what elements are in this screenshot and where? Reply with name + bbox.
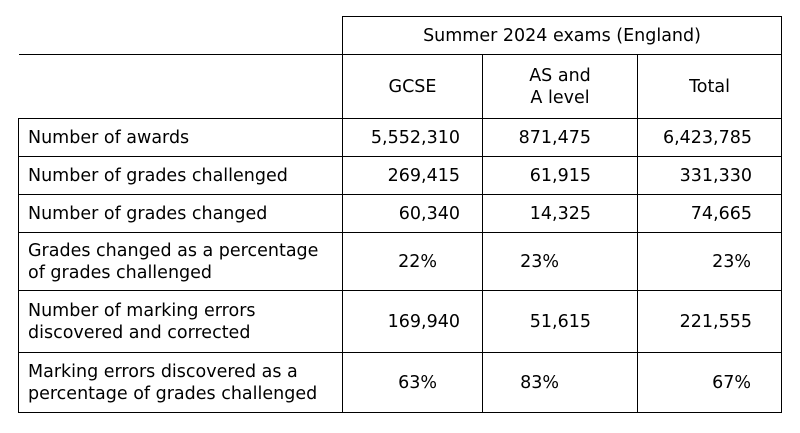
cell-gcse: 22%	[343, 233, 483, 291]
table-row	[19, 157, 782, 195]
table-row	[19, 195, 782, 233]
cell-total: 67%	[638, 353, 782, 413]
cell-total: 331,330	[638, 157, 782, 195]
cell-gcse: 60,340	[343, 195, 483, 233]
cell-gcse: 269,415	[343, 157, 483, 195]
column-header-gcse: GCSE	[343, 55, 483, 119]
cell-gcse: 5,552,310	[343, 119, 483, 157]
cell-as-a-level: 61,915	[483, 157, 638, 195]
corner-cell-lower	[19, 55, 343, 119]
cell-gcse: 63%	[343, 353, 483, 413]
cell-total: 23%	[638, 233, 782, 291]
row-label: Number of grades challenged	[19, 157, 343, 195]
row-label: Number of awards	[19, 119, 343, 157]
column-header-row	[19, 55, 782, 119]
row-label: Number of grades changed	[19, 195, 343, 233]
group-header: Summer 2024 exams (England)	[343, 17, 782, 55]
cell-as-a-level: 23%	[483, 233, 638, 291]
corner-cell	[19, 17, 343, 55]
column-header-total: Total	[638, 55, 782, 119]
cell-total: 6,423,785	[638, 119, 782, 157]
cell-gcse: 169,940	[343, 291, 483, 353]
cell-total: 221,555	[638, 291, 782, 353]
cell-as-a-level: 871,475	[483, 119, 638, 157]
cell-as-a-level: 14,325	[483, 195, 638, 233]
row-label: Number of marking errors discovered and corrected	[19, 291, 343, 353]
exam-stats-table	[18, 16, 782, 413]
column-header-as-a-level: AS and A level	[483, 55, 638, 119]
row-label: Grades changed as a percentage of grades challenged	[19, 233, 343, 291]
row-label: Marking errors discovered as a percentage of grades challenged	[19, 353, 343, 413]
cell-total: 74,665	[638, 195, 782, 233]
table-row	[19, 353, 782, 413]
group-header-row	[19, 17, 782, 55]
table-row	[19, 233, 782, 291]
table-row	[19, 119, 782, 157]
table-row	[19, 291, 782, 353]
cell-as-a-level: 83%	[483, 353, 638, 413]
cell-as-a-level: 51,615	[483, 291, 638, 353]
